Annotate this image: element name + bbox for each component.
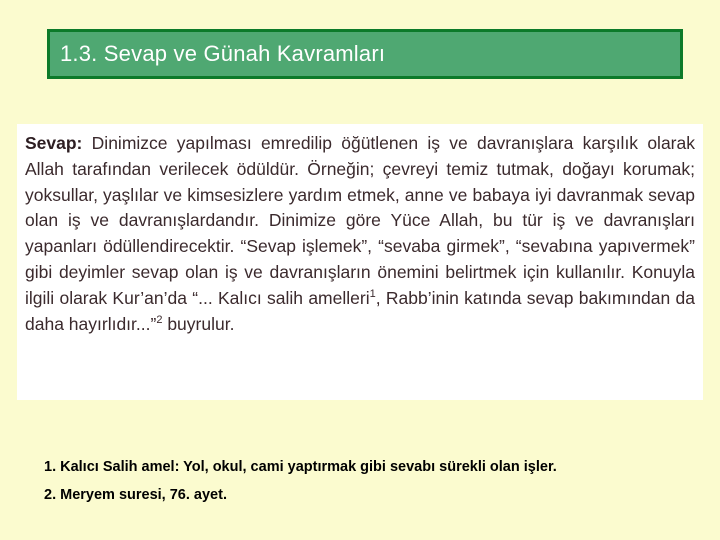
passage-text-2: , Rabb’inin katında sevap bakımından da daha hayırlıdır...” — [25, 287, 695, 334]
footnote-ref-1: 1 — [369, 287, 376, 300]
footnote-ref-2: 2 — [156, 313, 163, 326]
passage-term: Sevap: — [25, 133, 83, 153]
slide-title-box — [47, 29, 683, 79]
slide-title: 1.3. Sevap ve Günah Kavramları — [60, 41, 386, 66]
footnote-1: 1. Kalıcı Salih amel: Yol, okul, cami yaptırmak gibi sevabı sürekli olan işler. — [44, 459, 557, 475]
footnote-2: 2. Meryem suresi, 76. ayet. — [44, 487, 227, 503]
passage-panel — [17, 124, 703, 400]
passage-text-3: buyrulur. — [162, 313, 235, 334]
passage-paragraph — [25, 131, 695, 337]
passage-text-1: Dinimizce yapılması emredilip öğütlenen iş ve davranışlara karşılık olarak Allah tarafından verilecek ödüldür. Örneğin; çevreyi temiz tutmak, doğayı korumak; yoksullar, yaşlılar ve kimsesizlere yardım etmek, anne ve babaya iyi davranmak sevap olan iş ve davranışlardandır. Dinimize göre Yüce Allah, bu tür iş ve davranışları yapanları ödüllendirecektir. “Sevap işlemek”, “sevaba girmek”, “sevabına yapıvermek” gibi deyimler sevap olan iş ve davranışların önemini belirtmek için kullanılır. Konuyla ilgili olarak Kur’an’da “... Kalıcı salih amelleri — [25, 133, 695, 308]
footnotes — [44, 453, 704, 509]
